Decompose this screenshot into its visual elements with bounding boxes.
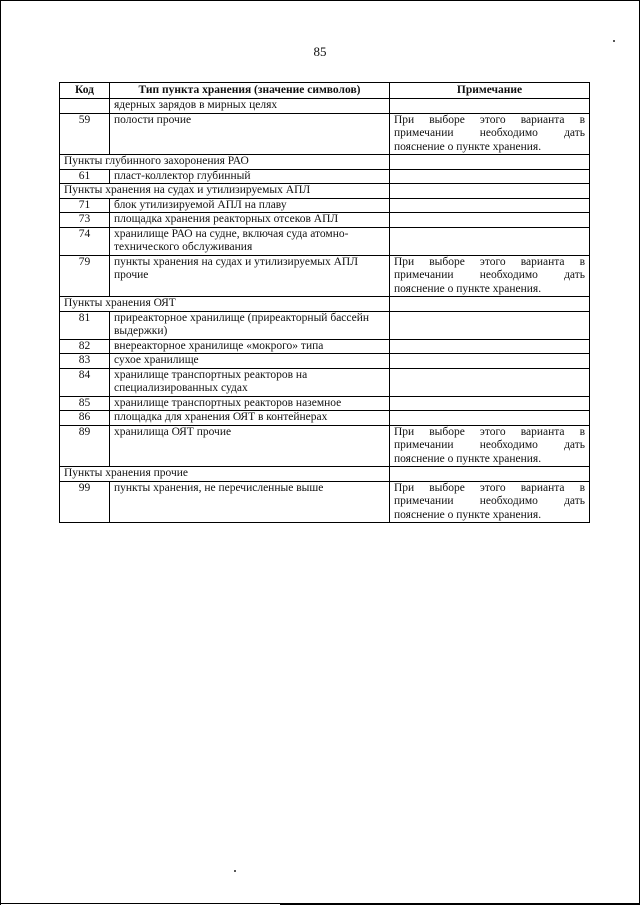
table-row [60,339,590,354]
type-cell: пласт-коллектор глубинный [110,169,390,184]
note-cell: При выборе этого варианта в примечании необходимо дать пояснение о пункте хранения. [390,481,590,523]
table-row [60,411,590,426]
code-cell: 82 [60,339,110,354]
code-cell: 71 [60,198,110,213]
table-row [60,368,590,396]
section-title: Пункты хранения на судах и утилизируемых АПЛ [60,184,390,199]
table-row [60,99,590,114]
section-title: Пункты хранения ОЯТ [60,297,390,312]
section-row [60,155,590,170]
note-cell: При выборе этого варианта в примечании необходимо дать пояснение о пункте хранения. [390,255,590,297]
type-cell: хранилища ОЯТ прочие [110,425,390,467]
note-cell [390,184,590,199]
scan-speck [613,40,615,42]
page-frame-left [0,0,1,905]
code-cell: 83 [60,354,110,369]
header-note: Примечание [390,83,590,99]
type-cell: пункты хранения, не перечисленные выше [110,481,390,523]
table-row [60,255,590,297]
note-cell: При выборе этого варианта в примечании необходимо дать пояснение о пункте хранения. [390,113,590,155]
code-cell [60,99,110,114]
code-cell: 99 [60,481,110,523]
note-cell [390,311,590,339]
code-cell: 73 [60,213,110,228]
code-cell: 74 [60,227,110,255]
table-row [60,198,590,213]
code-cell: 59 [60,113,110,155]
type-cell: внереакторное хранилище «мокрого» типа [110,339,390,354]
header-code: Код [60,83,110,99]
type-cell: приреакторное хранилище (приреакторный бассейн выдержки) [110,311,390,339]
code-cell: 79 [60,255,110,297]
section-row [60,467,590,482]
type-cell: хранилище транспортных реакторов на специализированных судах [110,368,390,396]
section-title: Пункты хранения прочие [60,467,390,482]
table-row [60,169,590,184]
note-cell [390,339,590,354]
note-cell [390,155,590,170]
table-row [60,311,590,339]
type-cell: пункты хранения на судах и утилизируемых АПЛ прочие [110,255,390,297]
note-cell [390,411,590,426]
type-cell: хранилище РАО на судне, включая суда атомно-технического обслуживания [110,227,390,255]
scan-speck [234,870,236,872]
section-title: Пункты глубинного захоронения РАО [60,155,390,170]
type-cell: сухое хранилище [110,354,390,369]
type-cell: блок утилизируемой АПЛ на плаву [110,198,390,213]
note-cell [390,99,590,114]
page-number: 85 [313,44,327,59]
note-cell [390,227,590,255]
storage-point-table [59,82,590,523]
table-header-row [60,83,590,99]
note-cell [390,368,590,396]
note-cell [390,213,590,228]
code-cell: 84 [60,368,110,396]
section-row [60,184,590,199]
type-cell: хранилище транспортных реакторов наземное [110,396,390,411]
table-row [60,481,590,523]
type-cell: площадка хранения реакторных отсеков АПЛ [110,213,390,228]
note-cell [390,354,590,369]
table-row [60,213,590,228]
code-cell: 61 [60,169,110,184]
note-cell [390,198,590,213]
table-row [60,354,590,369]
section-row [60,297,590,312]
table-row [60,227,590,255]
type-cell: полости прочие [110,113,390,155]
header-type: Тип пункта хранения (значение символов) [110,83,390,99]
note-cell [390,467,590,482]
table-body [60,99,590,523]
table-row [60,113,590,155]
note-cell: При выборе этого варианта в примечании необходимо дать пояснение о пункте хранения. [390,425,590,467]
page-frame-top [0,0,640,1]
code-cell: 81 [60,311,110,339]
note-cell [390,297,590,312]
type-cell: ядерных зарядов в мирных целях [110,99,390,114]
note-cell [390,396,590,411]
table-row [60,425,590,467]
code-cell: 89 [60,425,110,467]
type-cell: площадка для хранения ОЯТ в контейнерах [110,411,390,426]
code-cell: 86 [60,411,110,426]
code-cell: 85 [60,396,110,411]
table-row [60,396,590,411]
note-cell [390,169,590,184]
